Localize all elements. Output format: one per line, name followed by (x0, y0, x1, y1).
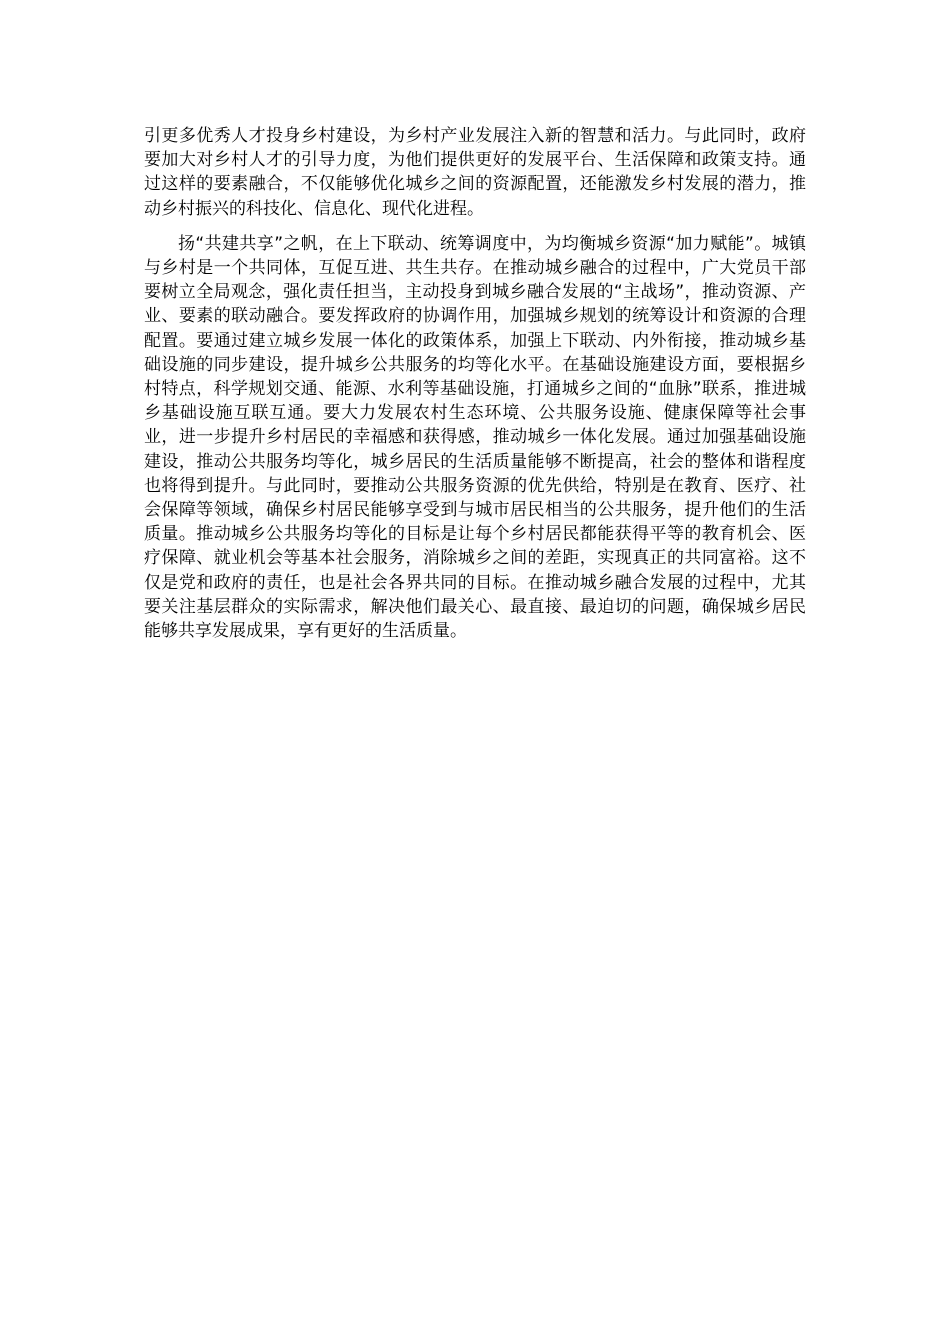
body-text (144, 124, 806, 643)
paragraph-continued: 引更多优秀人才投身乡村建设，为乡村产业发展注入新的智慧和活力。与此同时，政府要加大对乡村人才的引导力度，为他们提供更好的发展平台、生活保障和政策支持。通过这样的要素融合，不仅能够优化城乡之间的资源配置，还能激发乡村发展的潜力，推动乡村振兴的科技化、信息化、现代化进程。 (144, 126, 806, 219)
paragraph-co-construction: 扬“共建共享”之帆，在上下联动、统筹调度中，为均衡城乡资源“加力赋能”。城镇与乡村是一个共同体，互促互进、共生共存。在推动城乡融合的过程中，广大党员干部要树立全局观念，强化责任担当，主动投身到城乡融合发展的“主战场”，推动资源、产业、要素的联动融合。要发挥政府的协调作用，加强城乡规划的统筹设计和资源的合理配置。要通过建立城乡发展一体化的政策体系，加强上下联动、内外衔接，推动城乡基础设施的同步建设，提升城乡公共服务的均等化水平。在基础设施建设方面，要根据乡村特点，科学规划交通、能源、水利等基础设施，打通城乡之间的“血脉”联系，推进城乡基础设施互联互通。要大力发展农村生态环境、公共服务设施、健康保障等社会事业，进一步提升乡村居民的幸福感和获得感，推动城乡一体化发展。通过加强基础设施建设，推动公共服务均等化，城乡居民的生活质量能够不断提高，社会的整体和谐程度也将得到提升。与此同时，要推动公共服务资源的优先供给，特别是在教育、医疗、社会保障等领域，确保乡村居民能够享受到与城市居民相当的公共服务，提升他们的生活质量。推动城乡公共服务均等化的目标是让每个乡村居民都能获得平等的教育机会、医疗保障、就业机会等基本社会服务，消除城乡之间的差距，实现真正的共同富裕。这不仅是党和政府的责任，也是社会各界共同的目标。在推动城乡融合发展的过程中，尤其要关注基层群众的实际需求，解决他们最关心、最直接、最迫切的问题，确保城乡居民能够共享发展成果，享有更好的生活质量。 (144, 233, 806, 642)
